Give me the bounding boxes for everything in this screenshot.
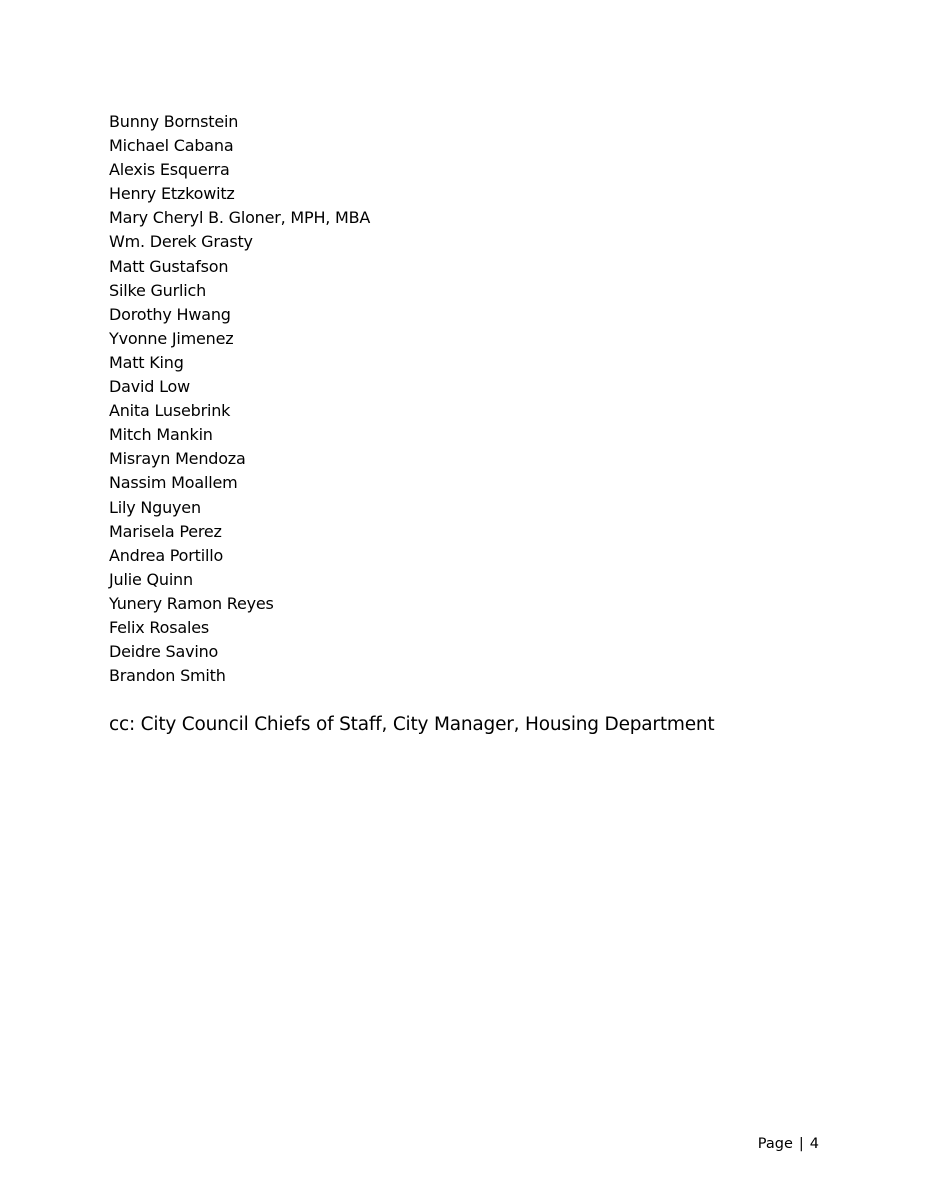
signatory-name: Yvonne Jimenez bbox=[109, 328, 234, 348]
signatory-name: Silke Gurlich bbox=[109, 280, 207, 300]
signatory-name: Deidre Savino bbox=[109, 642, 219, 662]
signatory-name: Anita Lusebrink bbox=[109, 401, 231, 421]
signatory-name: Felix Rosales bbox=[109, 617, 209, 637]
signatory-name: Yunery Ramon Reyes bbox=[109, 593, 274, 613]
signatory-name: Nassim Moallem bbox=[109, 473, 238, 493]
signatory-name: Lily Nguyen bbox=[109, 497, 201, 517]
signatory-name: Matt King bbox=[109, 352, 184, 372]
page-number: 4 bbox=[809, 1136, 819, 1152]
signatory-name: Matt Gustafson bbox=[109, 256, 229, 276]
signatory-name: Michael Cabana bbox=[109, 136, 234, 156]
page-footer bbox=[758, 1134, 819, 1154]
signatory-name: Mitch Mankin bbox=[109, 425, 213, 445]
signatory-name: Julie Quinn bbox=[109, 569, 193, 589]
signatory-name: Bunny Bornstein bbox=[109, 112, 239, 131]
cc-line: cc: City Council Chiefs of Staff, City Manager, Housing Department bbox=[109, 714, 715, 735]
signatory-name: Marisela Perez bbox=[109, 521, 222, 541]
signatory-name: David Low bbox=[109, 377, 190, 397]
signatory-name: Brandon Smith bbox=[109, 666, 226, 686]
signatory-name: Henry Etzkowitz bbox=[109, 184, 235, 204]
signatory-name: Dorothy Hwang bbox=[109, 304, 231, 324]
signatory-list bbox=[109, 110, 370, 688]
signatory-name: Mary Cheryl B. Gloner, MPH, MBA bbox=[109, 208, 371, 228]
signatory-name: Wm. Derek Grasty bbox=[109, 232, 253, 252]
signatory-name: Alexis Esquerra bbox=[109, 160, 230, 180]
signatory-name: Misrayn Mendoza bbox=[109, 449, 246, 469]
signatory-name: Andrea Portillo bbox=[109, 545, 224, 565]
footer-separator: | bbox=[798, 1136, 804, 1152]
page-label: Page bbox=[757, 1136, 793, 1152]
